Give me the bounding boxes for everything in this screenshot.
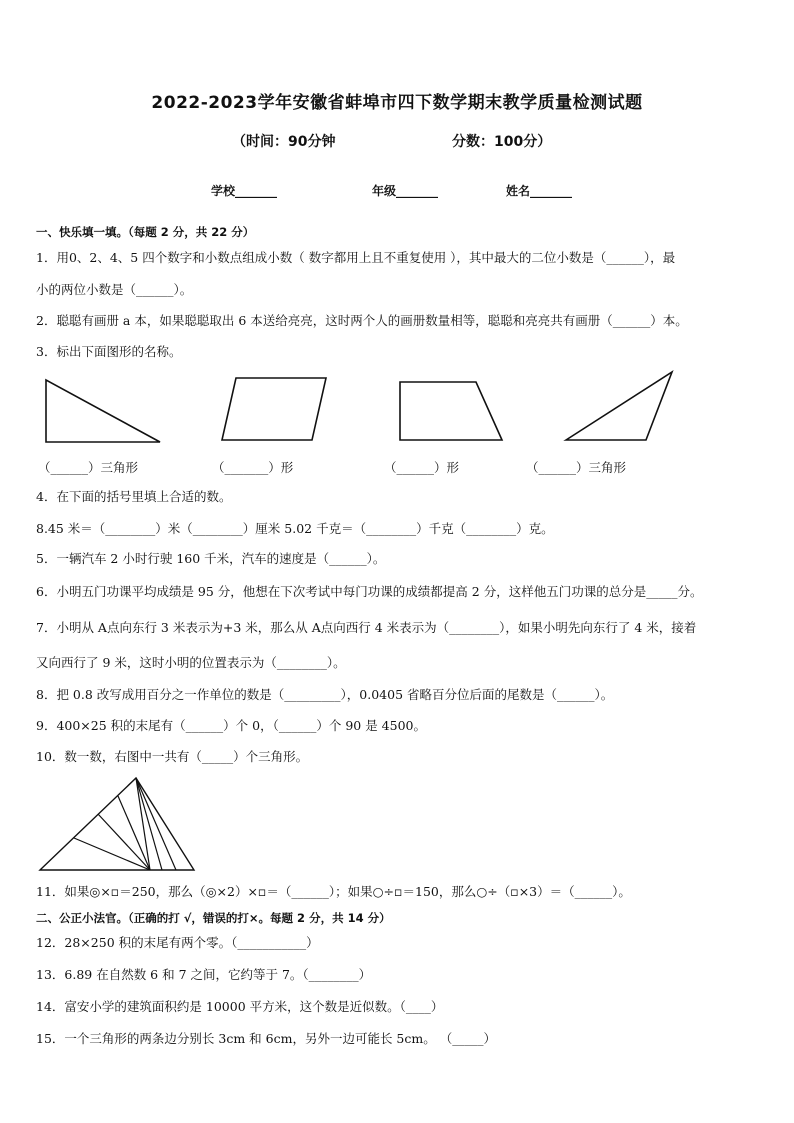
shape-label-2: （_______）形	[212, 460, 294, 475]
shape-parallelogram	[220, 376, 330, 444]
time-limit: （时间：90分钟	[232, 134, 336, 150]
question-1-line-2: 小的两位小数是（______）。	[36, 282, 193, 297]
shape-right-triangle	[44, 378, 164, 446]
question-7-line-2: 又向西行了 9 米，这时小明的位置表示为（________）。	[36, 655, 346, 670]
question-3: 3．标出下面图形的名称。	[36, 344, 182, 359]
question-4-blanks: 8.45 米＝（________）米（________）厘米 5.02 千克＝（________）千克（________）克。	[36, 521, 554, 536]
question-10: 10．数一数，右图中一共有（_____）个三角形。	[36, 749, 309, 764]
section-2-heading: 二、公正小法官。（正确的打 √，错误的打×。每题 2 分，共 14 分）	[36, 911, 391, 925]
question-13: 13．6.89 在自然数 6 和 7 之间，它约等于 7。（________）	[36, 967, 372, 982]
question-11: 11．如果◎×▫＝250，那么（◎×2）×▫＝（______）；如果○÷▫＝150，那么○÷（▫×3）＝（______）。	[36, 884, 631, 899]
question-14: 14．富安小学的建筑面积约是 10000 平方米，这个数是近似数。（____）	[36, 999, 444, 1014]
school-field: 学校_______	[211, 184, 278, 198]
total-score: 分数：100分）	[452, 134, 552, 150]
name-field: 姓名_______	[506, 184, 573, 198]
question-4: 4．在下面的括号里填上合适的数。	[36, 489, 232, 504]
triangle-count-figure	[38, 776, 198, 874]
question-5: 5．一辆汽车 2 小时行驶 160 千米，汽车的速度是（______）。	[36, 551, 386, 566]
question-8: 8．把 0.8 改写成用百分之一作单位的数是（_________），0.0405 省略百分位后面的尾数是（______）。	[36, 687, 614, 702]
question-1-line-1: 1．用0、2、4、5 四个数字和小数点组成小数（ 数字都用上且不重复使用 ），其中最大的二位小数是（______），最	[36, 250, 676, 265]
shape-label-3: （______）形	[384, 460, 460, 475]
shape-label-4: （______）三角形	[526, 460, 627, 475]
question-2: 2．聪聪有画册 a 本，如果聪聪取出 6 本送给亮亮，这时两个人的画册数量相等，聪聪和亮亮共有画册（______）本。	[36, 313, 688, 328]
grade-field: 年级_______	[372, 184, 439, 198]
question-9: 9．400×25 积的末尾有（______）个 0，（______）个 90 是 4500。	[36, 718, 426, 733]
shape-obtuse-triangle	[564, 370, 676, 444]
shape-trapezoid	[398, 380, 506, 444]
section-1-heading: 一、快乐填一填。（每题 2 分，共 22 分）	[36, 225, 255, 239]
question-12: 12．28×250 积的末尾有两个零。（___________）	[36, 935, 319, 950]
question-15: 15．一个三角形的两条边分别长 3cm 和 6cm，另外一边可能长 5cm。 （_____）	[36, 1031, 496, 1046]
shape-label-1: （______）三角形	[38, 460, 139, 475]
question-7-line-1: 7．小明从 A点向东行 3 米表示为+3 米，那么从 A点向西行 4 米表示为（________），如果小明先向东行了 4 米，接着	[36, 620, 697, 635]
page-title: 2022-2023学年安徽省蚌埠市四下数学期末教学质量检测试题	[151, 93, 643, 113]
question-6: 6．小明五门功课平均成绩是 95 分，他想在下次考试中每门功课的成绩都提高 2 分，这样他五门功课的总分是_____分。	[36, 584, 703, 599]
